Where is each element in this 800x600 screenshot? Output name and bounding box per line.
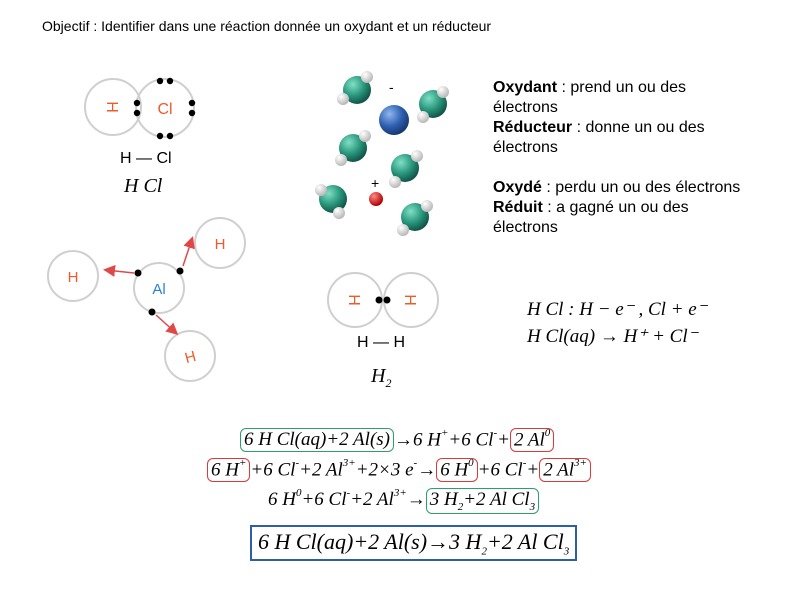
definition-oxydant: Oxydant : prend un ou des électrons (493, 79, 686, 116)
hcl-half-equation: H Cl : H − e⁻ , Cl + e⁻ (527, 299, 707, 320)
h0-box: 6 $H^0$ (436, 458, 477, 482)
h2-h2-label: H (401, 294, 418, 306)
water-molecule (397, 200, 433, 236)
objective-label: Objectif : (42, 18, 98, 34)
h-plus-box: 6 H+ (207, 458, 250, 482)
definition-reducteur: Réducteur : donne un ou des électrons (493, 119, 705, 156)
h2-bond-label: H — H (357, 334, 405, 351)
water-molecule (335, 130, 371, 166)
hydrogen-ion (369, 192, 383, 206)
al-h2-label: H (214, 236, 226, 253)
al-diagram (40, 215, 270, 385)
final-equation-box: 6 H Cl(aq)+2 Al(s)→3 $H_2+2$ Al $Cl_3$ (250, 525, 577, 561)
definition-reduit: Réduit : a gagné un ou des électrons (493, 199, 689, 236)
hcl-dissociation-equation: H Cl(aq) → H⁺ + Cl⁻ (527, 326, 698, 347)
hcl-h-label: H (103, 101, 120, 113)
al-h3-label: H (182, 347, 198, 368)
water-molecule (417, 86, 449, 123)
hcl-bond-label: H — Cl (120, 150, 172, 167)
minus-sign: - (389, 79, 394, 95)
hcl-cl-label: Cl (157, 101, 173, 118)
objective-text (42, 18, 491, 34)
h2-h1-label: H (345, 294, 362, 306)
al-h1-label: H (67, 269, 79, 286)
equation-line-1: 6 H Cl(aq)+2 Al(s) →6 H++6 Cl-+ 2 Al$^0$ (240, 428, 554, 452)
definition-oxyde: Oxydé : perdu un ou des électrons (493, 179, 741, 196)
h2-diagram (325, 270, 445, 336)
ions-in-water-illustration (305, 62, 455, 252)
reactants-box: 6 H Cl(aq)+2 Al(s) (240, 428, 394, 452)
al0-box: 2 Al$^0$ (510, 428, 554, 452)
al-al-label: Al (152, 281, 166, 298)
water-molecule (315, 184, 347, 219)
definitions-block (493, 78, 753, 238)
electron-transfer-arrows (106, 239, 192, 333)
products-box: 3 $H_2+2$ Al $Cl_3$ (426, 488, 539, 514)
plus-sign: + (371, 175, 380, 191)
equation-line-3: 6 $H^0+6$ Cl-+2 $Al^{3+}\to 3$ $H_2+2$ Al $Cl_3$ (268, 488, 539, 514)
equation-line-2: 6 H+ +6 Cl-+2 $Al^{3+}+2\times 3$ e-→ 6 $H^0 +6$ Cl-+ 2 $Al^{3+}$ (207, 458, 591, 482)
h2-formula: $H_2$ (371, 365, 392, 390)
water-molecule (389, 150, 423, 188)
hcl-formula: H Cl (124, 175, 163, 197)
chloride-ion (379, 105, 409, 135)
water-molecule (337, 71, 373, 105)
objective-body: Identifier dans une réaction donnée un oxydant et un réducteur (97, 18, 492, 34)
al3-box: 2 $Al^{3+}$ (539, 458, 591, 482)
